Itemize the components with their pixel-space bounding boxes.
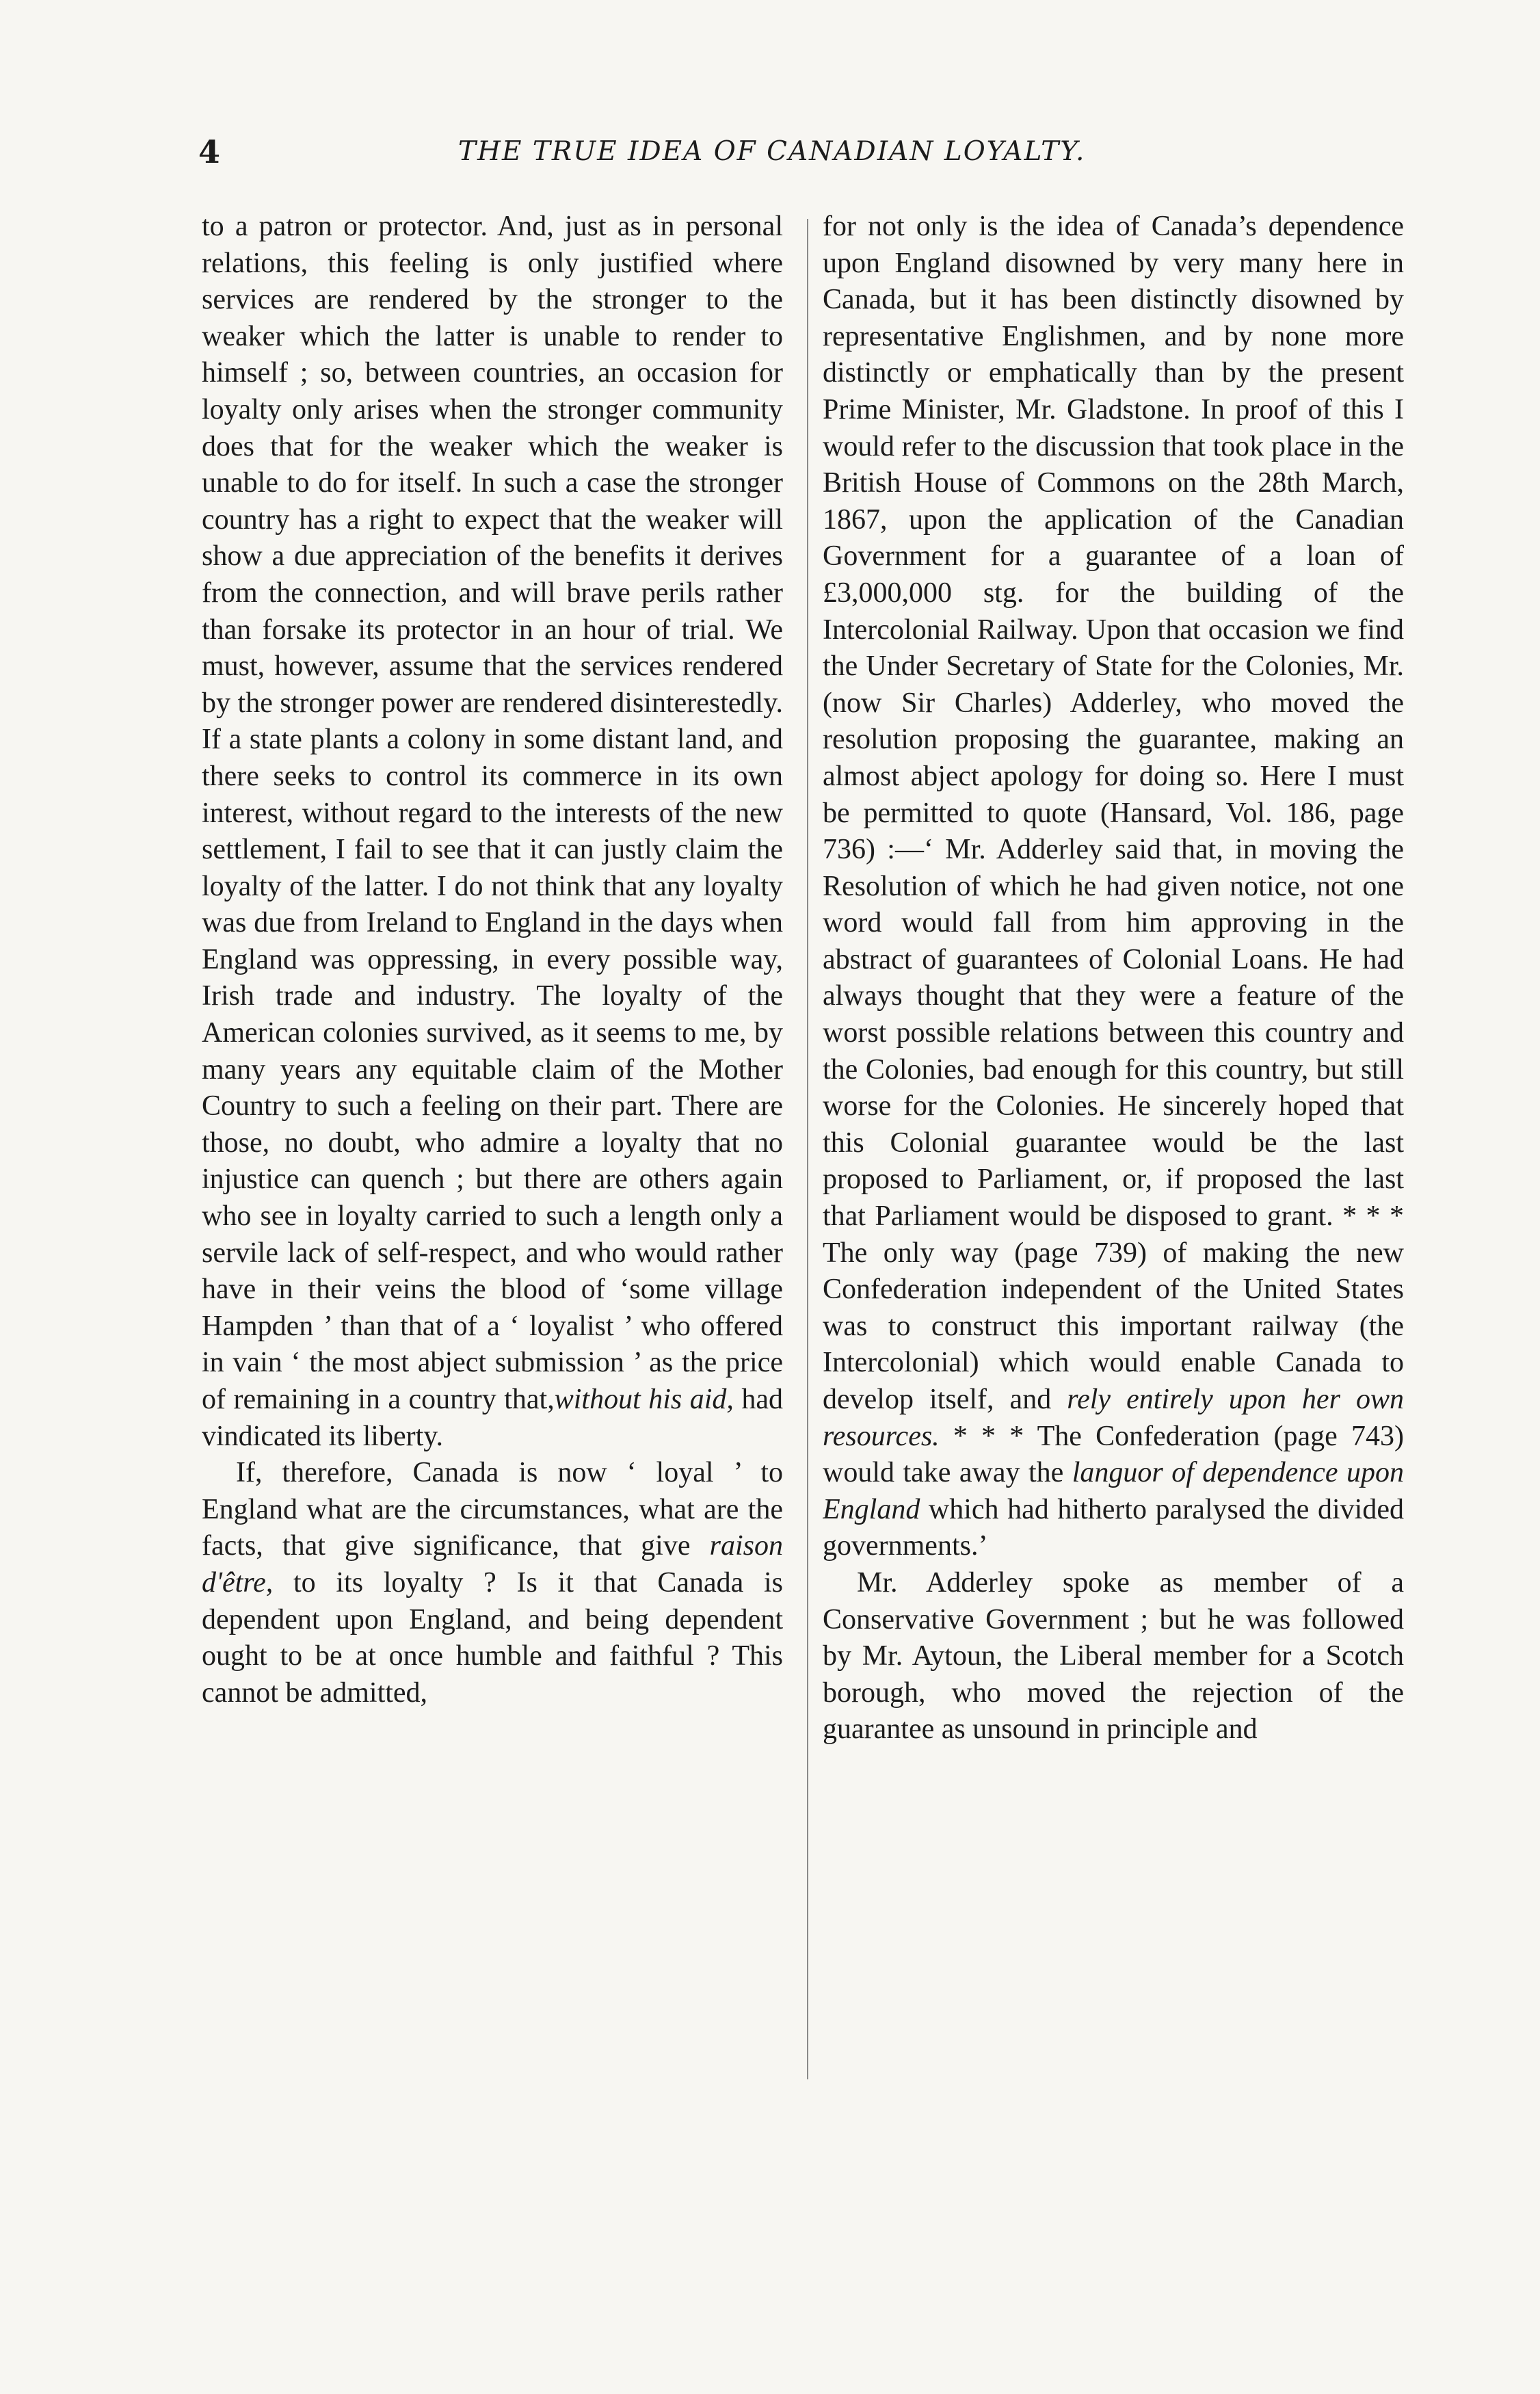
italic-text: rely entirely upon her own resources. — [823, 1384, 1404, 1452]
column-divider — [807, 219, 808, 2079]
paragraph — [823, 1565, 1404, 1748]
paragraph — [202, 1455, 783, 1711]
text-run: to a patron or protector. And, just as in personal relations, this feeling is only justified where services are rendered by the stronger to the weaker which the latter is unable to render to himself ; so, between countries, an occasion for loyalty only arises when the stronger community does that for the weaker which the weaker is unable to do for itself. In such a case the stronger country has a right to expect that the weaker will show a due appreciation of the benefits it derives from the connection, and will brave perils rather than forsake its protector in an hour of trial. We must, however, assume that the services rendered by the stronger power are rendered disinterestedly. If a state plants a colony in some distant land, and there seeks to control its commerce in its own interest, without regard to the interests of the new settlement, I fail to see that it can justly claim the loyalty of the latter. I do not think that any loyalty was due from Ireland to England in the days when England was oppressing, in every possible way, Irish trade and industry. The loyalty of the American colonies survived, as it seems to me, by many years any equitable claim of the Mother Country to such a feeling on their part. There are those, no doubt, who admire a loyalty that no injustice can quench ; but there are others again who see in loyalty carried to such a length only a servile lack of self-respect, and who would rather have in their veins the blood of ‘some village Hampden ’ than that of a ‘ loyalist ’ who offered in vain ‘ the most abject submission ’ as the price of remaining in a country that, — [202, 211, 783, 1415]
italic-text: raison d'être, — [202, 1530, 783, 1599]
text-run: for not only is the idea of Canada’s dependence upon England disowned by very many here in Canada, but it has been distinctly disowned by representative Englishmen, and by none more distinctly or emphatically than by the present Prime Minister, Mr. Gladstone. In proof of this I would refer to the discussion that took place in the British House of Commons on the 28th March, 1867, upon the application of the Canadian Government for a guarantee of a loan of £3,000,000 stg. for the building of the Intercolonial Railway. Upon that occasion we find the Under Secretary of State for the Colonies, Mr. (now Sir Charles) Adderley, who moved the resolution proposing the guarantee, making an almost abject apology for doing so. Here I must be permitted to quote (Hansard, Vol. 186, page 736) :—‘ Mr. Adderley said that, in moving the Resolution of which he had given notice, not one word would fall from him approving in the abstract of guarantees of Colonial Loans. He had always thought that they were a feature of the worst possible relations between this country and the Colonies, bad enough for this country, but still worse for the Colonies. He sincerely hoped that this Colonial guarantee would be the last proposed to Parliament, or, if proposed the last that Parliament would be disposed to grant. * * * The only way (page 739) of making the new Confederation independent of the United States was to construct this important railway (the Intercolonial) which would enable Canada to develop itself, and — [823, 211, 1404, 1415]
paragraph — [823, 209, 1404, 1565]
page-header — [198, 133, 1422, 181]
text-run: * * * The Confederation (page 743) would take away the — [823, 1420, 1404, 1489]
text-run: If, therefore, Canada is now ‘ loyal ’ to England what are the circumstances, what are the facts, that give significance, that give — [202, 1457, 783, 1562]
text-run: which had hitherto paralysed the divided governments.’ — [823, 1493, 1404, 1562]
right-column — [823, 209, 1404, 2192]
text-run: Mr. Adderley spoke as member of a Conservative Government ; but he was followed by Mr. Aytoun, the Liberal member for a Scotch borough, who moved the rejection of the guarantee as unsound in principle and — [823, 1566, 1404, 1746]
page-number: 4 — [198, 133, 221, 170]
text-run: had vindicated its liberty. — [202, 1384, 783, 1452]
text-run: to its loyalty ? Is it that Canada is dependent upon England, and being dependent ought to be at once humble and faithful ? This cannot be admitted, — [202, 1566, 783, 1709]
left-column — [202, 209, 783, 2192]
running-title: THE TRUE IDEA OF CANADIAN LOYALTY. — [458, 136, 1086, 167]
paragraph — [202, 209, 783, 1455]
italic-text: languor of dependence upon England — [823, 1457, 1404, 1525]
italic-text: without his aid, — [554, 1384, 734, 1415]
